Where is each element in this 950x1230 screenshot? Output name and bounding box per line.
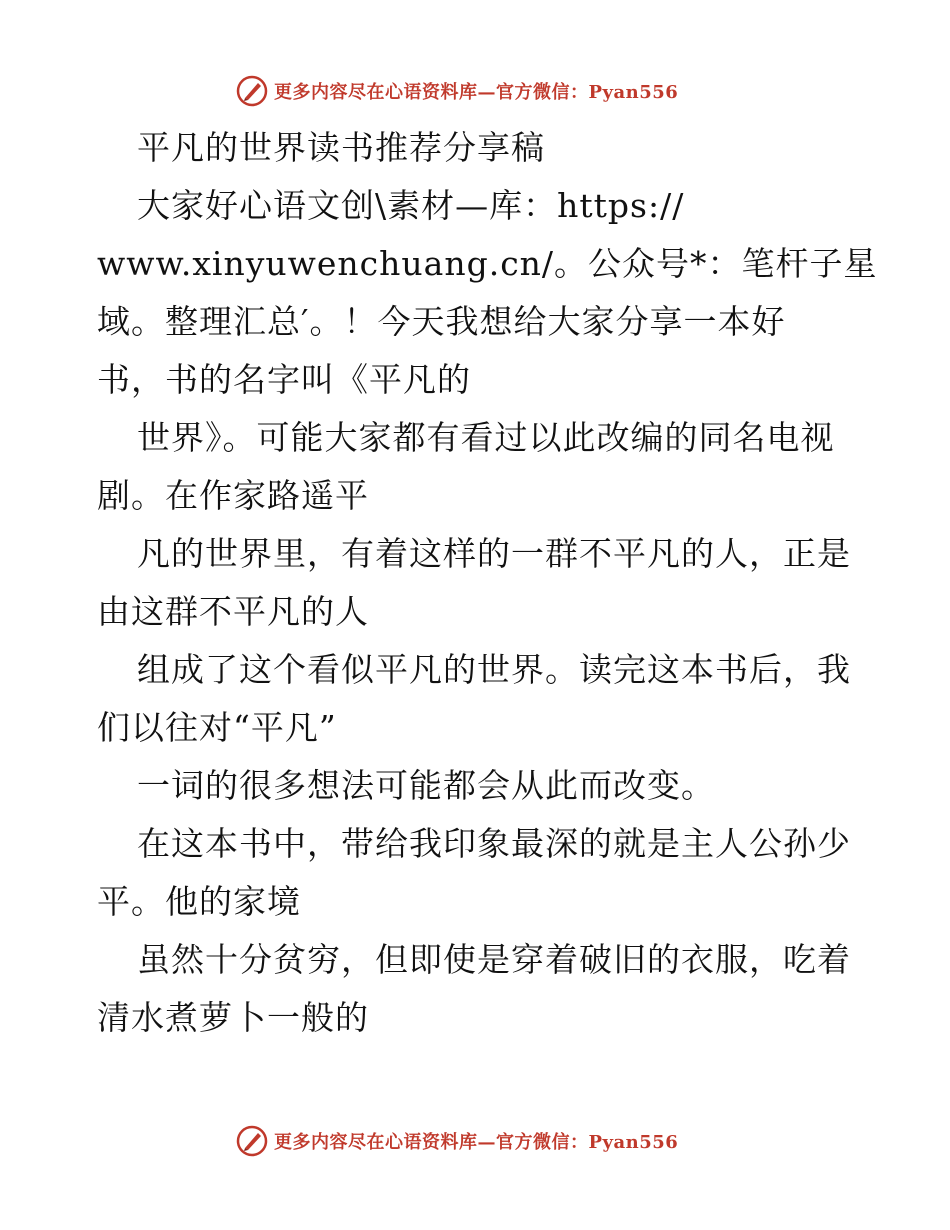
text-line: 凡的世界里，有着这样的一群不平凡的人，正是 [137,534,851,573]
text-line: 在这本书中，带给我印象最深的就是主人公孙少 [137,824,851,863]
text-line: 剧。在作家路遥平 [97,476,369,515]
text-line: 域。整理汇总′。！今天我想给大家分享一本好 [97,302,786,341]
header-banner [236,72,678,110]
text-line: 平。他的家境 [97,882,301,921]
text-line: 由这群不平凡的人 [97,592,369,631]
text-line: 们以往对“平凡” [97,708,337,747]
quill-logo-icon [236,75,268,107]
quill-logo-icon [236,1125,268,1157]
text-line: 书，书的名字叫《平凡的 [97,360,471,399]
document-title: 平凡的世界读书推荐分享稿 [137,128,545,167]
header-banner-text: 更多内容尽在心语资料库—官方微信：Pyan556 [274,82,679,103]
text-line: 清水煮萝卜一般的 [97,998,369,1037]
text-line: 组成了这个看似平凡的世界。读完这本书后，我 [137,650,851,689]
text-line: 一词的很多想法可能都会从此而改变。 [137,766,715,805]
text-line: 虽然十分贫穷，但即使是穿着破旧的衣服，吃着 [137,940,851,979]
footer-banner [236,1122,678,1160]
text-line: 大家好心语文创\素材—库：https:// [137,186,685,225]
text-line: www.xinyuwenchuang.cn/。公众号*：笔杆子星 [97,244,878,283]
footer-banner-text: 更多内容尽在心语资料库—官方微信：Pyan556 [274,1132,679,1153]
text-line: 世界》。可能大家都有看过以此改编的同名电视 [137,418,835,457]
